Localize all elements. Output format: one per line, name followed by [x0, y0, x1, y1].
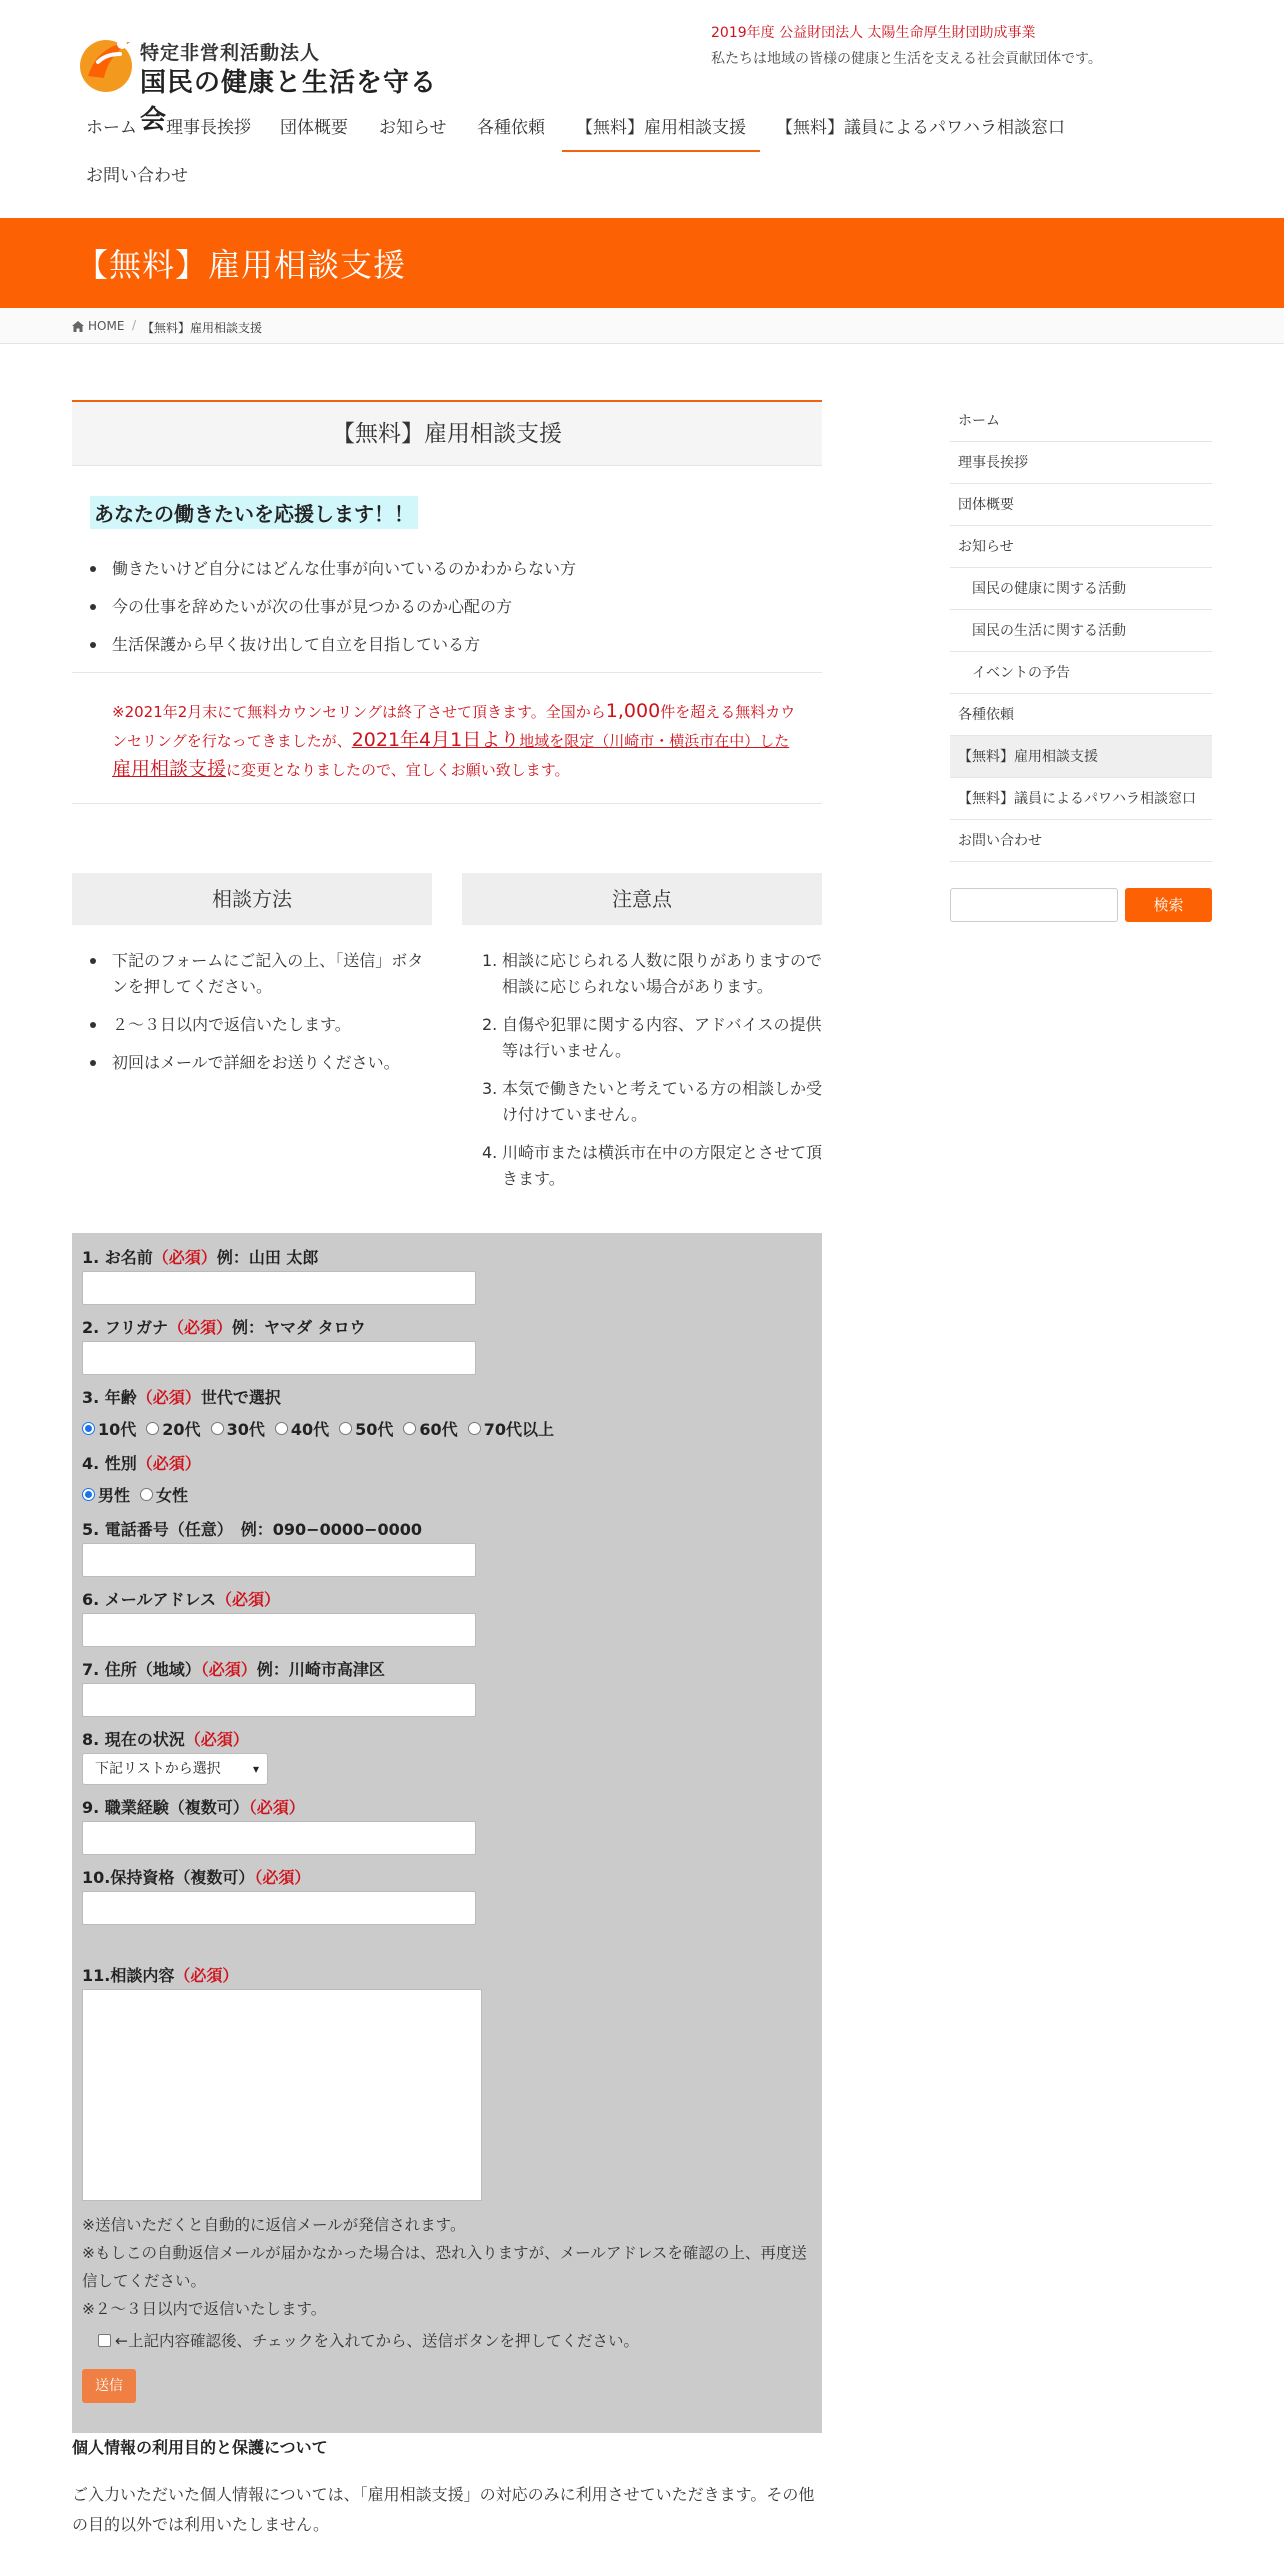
breadcrumb-separator: /: [132, 318, 137, 332]
radio-icon[interactable]: [275, 1422, 288, 1435]
sidebar-item-events[interactable]: イベントの予告: [950, 652, 1212, 694]
nav-item-requests[interactable]: 各種依頼: [477, 118, 545, 138]
name-field[interactable]: [82, 1271, 476, 1305]
age-option[interactable]: 50代: [339, 1417, 393, 1440]
search-input[interactable]: [950, 888, 1118, 922]
sidebar-item-life[interactable]: 国民の生活に関する活動: [950, 610, 1212, 652]
form-note: ※もしこの自動返信メールが届かなかった場合は、恐れ入りますが、メールアドレスを確認の上、再度送信してください。: [82, 2244, 807, 2290]
breadcrumb-home-label: HOME: [88, 319, 125, 333]
gender-option[interactable]: 女性: [140, 1483, 188, 1506]
nav-item-home[interactable]: ホーム: [86, 118, 137, 138]
status-label: 8. 現在の状況（必須）: [82, 1730, 249, 1749]
notice-count: 1,000: [605, 700, 661, 722]
gender-label: 4. 性別（必須）: [82, 1454, 201, 1473]
notice-text: ※2021年2月末にて無料カウンセリングは終了させて頂きます。全国から: [112, 703, 606, 721]
confirm-checkbox-row[interactable]: ←上記内容確認後、チェックを入れてから、送信ボタンを押してください。: [98, 2329, 639, 2351]
quals-field[interactable]: [82, 1891, 476, 1925]
method-list: [112, 948, 432, 1088]
consultation-form: [72, 1233, 822, 2433]
age-label: 3. 年齢（必須）世代で選択: [82, 1388, 281, 1407]
sidebar-item-about[interactable]: 団体概要: [950, 484, 1212, 526]
kana-field[interactable]: [82, 1341, 476, 1375]
service-change-notice: [72, 672, 822, 804]
breadcrumb: [0, 308, 1284, 344]
age-option[interactable]: 70代以上: [468, 1417, 554, 1440]
notice-text: 件を超える無料カウンセリングを行なってきましたが、: [112, 703, 796, 750]
list-item: 2. 自傷や犯罪に関する内容、アドバイスの提供等は行いません。: [482, 1015, 822, 1060]
list-item: 下記のフォームにご記入の上、「送信」ボタンを押してください。: [112, 948, 432, 1000]
site-header: [0, 0, 1284, 218]
target-list: [112, 550, 812, 664]
sidebar-item-health[interactable]: 国民の健康に関する活動: [950, 568, 1212, 610]
career-field[interactable]: [82, 1821, 476, 1855]
logo-subtitle: 特定非営利活動法人: [140, 42, 321, 64]
caution-list: [482, 948, 823, 1204]
method-heading: 相談方法: [72, 873, 432, 925]
nav-item-news[interactable]: お知らせ: [379, 118, 447, 138]
age-option[interactable]: 30代: [211, 1417, 265, 1440]
sidebar-item-home[interactable]: ホーム: [950, 400, 1212, 442]
header-info: [711, 20, 1102, 72]
radio-icon[interactable]: [146, 1422, 159, 1435]
gender-radio-group: [82, 1483, 188, 1506]
privacy-heading: 個人情報の利用目的と保護について: [72, 2438, 328, 2457]
notice-date: 2021年4月1日より: [351, 729, 520, 751]
page-title-bar: [0, 218, 1284, 308]
age-option[interactable]: 60代: [403, 1417, 457, 1440]
status-select[interactable]: 下記リストから選択 ▾: [82, 1753, 268, 1785]
notice-service: 雇用相談支援: [112, 758, 227, 780]
logo-title: 国民の健康と生活を守る会: [140, 68, 438, 135]
sidebar-item-harassment[interactable]: 【無料】議員によるパワハラ相談窓口: [950, 778, 1212, 820]
list-item: 4. 川崎市または横浜市在中の方限定とさせて頂きます。: [482, 1143, 823, 1188]
gender-option[interactable]: 男性: [82, 1483, 130, 1506]
phone-field[interactable]: [82, 1543, 476, 1577]
consult-textarea[interactable]: [82, 1989, 482, 2201]
notice-region: 地域を限定（川崎市・横浜市在中）した: [519, 732, 790, 750]
list-item: 初回はメールで詳細をお送りください。: [112, 1050, 432, 1076]
home-icon: [72, 321, 84, 332]
submit-button[interactable]: 送信: [82, 2369, 136, 2403]
grant-notice: 2019年度 公益財団法人 太陽生命厚生財団助成事業: [711, 25, 1036, 41]
radio-icon[interactable]: [403, 1422, 416, 1435]
nav-item-greeting[interactable]: 理事長挨拶: [166, 118, 251, 138]
list-item: 3. 本気で働きたいと考えている方の相談しか受け付けていません。: [482, 1079, 823, 1124]
search-button[interactable]: 検索: [1125, 888, 1212, 922]
nav-item-about[interactable]: 団体概要: [280, 118, 348, 138]
caution-heading: 注意点: [462, 873, 822, 925]
radio-icon[interactable]: [140, 1488, 153, 1501]
email-field[interactable]: [82, 1613, 476, 1647]
address-field[interactable]: [82, 1683, 476, 1717]
form-note: ※送信いただくと自動的に返信メールが発信されます。: [82, 2216, 466, 2234]
chevron-down-icon: ▾: [252, 1762, 259, 1776]
nav-item-employment[interactable]: 【無料】雇用相談支援: [562, 104, 760, 152]
logo-mark-icon: [78, 32, 136, 94]
sidebar-item-requests[interactable]: 各種依頼: [950, 694, 1212, 736]
nav-item-contact[interactable]: お問い合わせ: [86, 166, 188, 186]
age-option[interactable]: 20代: [146, 1417, 200, 1440]
sidebar-item-news[interactable]: お知らせ: [950, 526, 1212, 568]
list-item: 働きたいけど自分にはどんな仕事が向いているのかわからない方: [112, 550, 812, 588]
radio-icon[interactable]: [468, 1422, 481, 1435]
radio-icon[interactable]: [82, 1488, 95, 1501]
sidebar-item-employment[interactable]: 【無料】雇用相談支援: [950, 736, 1212, 778]
notice-text: に変更となりましたので、宜しくお願い致します。: [226, 761, 570, 779]
sidebar-item-greeting[interactable]: 理事長挨拶: [950, 442, 1212, 484]
phone-label: 5. 電話番号（任意） 例：090−0000−0000: [82, 1520, 423, 1539]
radio-icon[interactable]: [82, 1422, 95, 1435]
checkbox-icon[interactable]: [98, 2334, 111, 2347]
tagline: 私たちは地域の皆様の健康と生活を支える社会貢献団体です。: [711, 51, 1102, 67]
consult-label: 11.相談内容（必須）: [82, 1966, 239, 1985]
nav-item-harassment[interactable]: 【無料】議員によるパワハラ相談窓口: [776, 118, 1065, 138]
breadcrumb-home[interactable]: [72, 319, 124, 333]
age-option[interactable]: 10代: [82, 1417, 136, 1440]
list-item: 今の仕事を辞めたいが次の仕事が見つかるのか心配の方: [112, 588, 812, 626]
radio-icon[interactable]: [339, 1422, 352, 1435]
breadcrumb-current: 【無料】雇用相談支援: [142, 321, 263, 335]
list-item: ２〜３日以内で返信いたします。: [112, 1012, 432, 1038]
catchphrase: あなたの働きたいを応援します！！: [90, 496, 418, 529]
kana-label: 2. フリガナ（必須）例：ヤマダ タロウ: [82, 1318, 366, 1337]
name-label: 1. お名前（必須）例：山田 太郎: [82, 1248, 319, 1267]
form-note: ※２〜３日以内で返信いたします。: [82, 2300, 327, 2318]
list-item: 生活保護から早く抜け出して自立を目指している方: [112, 626, 812, 664]
list-item: 1. 相談に応じられる人数に限りがありますので相談に応じられない場合があります。: [482, 951, 823, 996]
email-label: 6. メールアドレス（必須）: [82, 1590, 280, 1609]
quals-label: 10.保持資格（複数可）（必須）: [82, 1868, 311, 1887]
page-title: 【無料】雇用相談支援: [76, 246, 407, 284]
content-heading: 【無料】雇用相談支援: [72, 400, 822, 466]
privacy-text: ご入力いただいた個人情報については、「雇用相談支援」の対応のみに利用させていただきます。その他の目的以外では利用いたしません。: [72, 2485, 815, 2534]
address-label: 7. 住所（地域）（必須）例：川崎市高津区: [82, 1660, 385, 1679]
age-radio-group: [82, 1417, 554, 1440]
age-option[interactable]: 40代: [275, 1417, 329, 1440]
career-label: 9. 職業経験（複数可）（必須）: [82, 1798, 305, 1817]
sidebar-item-contact[interactable]: お問い合わせ: [950, 820, 1212, 862]
radio-icon[interactable]: [211, 1422, 224, 1435]
